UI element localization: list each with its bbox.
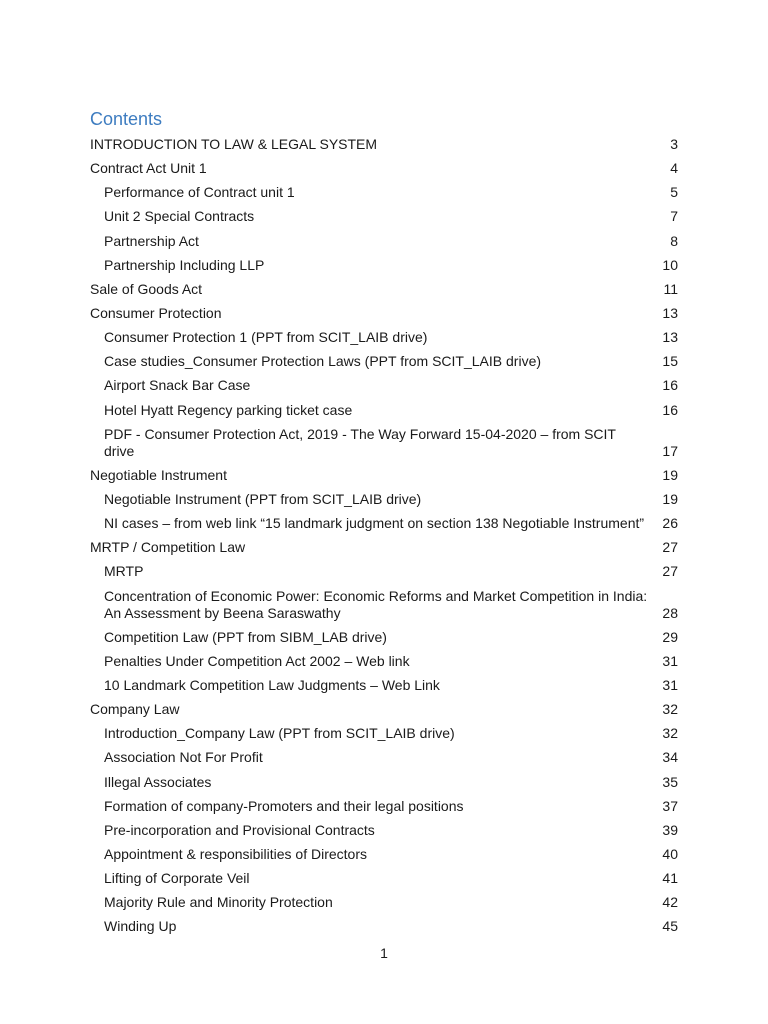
toc-entry-page-number: 37 <box>662 797 678 814</box>
toc-entry[interactable] <box>90 674 678 698</box>
toc-entry[interactable] <box>90 512 678 536</box>
toc-entry[interactable] <box>90 722 678 746</box>
toc-entry-page-number: 39 <box>662 821 678 838</box>
toc-entry[interactable] <box>90 157 678 181</box>
toc-entry-page-number: 32 <box>662 701 678 718</box>
toc-entry-title: Illegal Associates <box>104 773 212 790</box>
toc-entry-title: Winding Up <box>104 918 177 935</box>
toc-entry[interactable] <box>90 585 678 626</box>
toc-entry[interactable] <box>90 819 678 843</box>
toc-entry[interactable] <box>90 350 678 374</box>
toc-entry[interactable] <box>90 915 678 939</box>
toc-entry-page-number: 31 <box>662 652 678 669</box>
toc-entry-page-number: 41 <box>662 870 678 887</box>
toc-entry[interactable] <box>90 254 678 278</box>
toc-entry[interactable] <box>90 302 678 326</box>
toc-entry-title: Concentration of Economic Power: Economic Reforms and Market Competition in India: An Assessment by Beena Saraswathy <box>104 587 648 621</box>
toc-entry-title: 10 Landmark Competition Law Judgments – Web Link <box>104 676 440 693</box>
toc-entry-title: Sale of Goods Act <box>90 280 203 297</box>
toc-entry[interactable] <box>90 795 678 819</box>
toc-entry-title: Partnership Act <box>104 232 199 249</box>
toc-entry[interactable] <box>90 181 678 205</box>
toc-entry-title: Case studies_Consumer Protection Laws (PPT from SCIT_LAIB drive) <box>104 353 542 370</box>
toc-entry-title: Partnership Including LLP <box>104 256 265 273</box>
toc-entry-title: NI cases – from web link “15 landmark judgment on section 138 Negotiable Instrument” <box>104 515 645 532</box>
toc-entry-page-number: 3 <box>670 136 678 152</box>
toc-entry-page-number: 31 <box>662 676 678 693</box>
toc-entry-page-number: 4 <box>670 160 678 177</box>
toc-entry-page-number: 40 <box>662 845 678 862</box>
toc-entry-title: Performance of Contract unit 1 <box>104 184 295 201</box>
toc-entry-title: Unit 2 Special Contracts <box>104 208 255 225</box>
toc-entry-title: Consumer Protection 1 (PPT from SCIT_LAIB drive) <box>104 329 428 346</box>
toc-entry-page-number: 13 <box>662 304 678 321</box>
toc-entry-page-number: 28 <box>662 604 678 621</box>
toc-entry[interactable] <box>90 746 678 770</box>
toc-entry-page-number: 16 <box>662 377 678 394</box>
toc-entry-title: Lifting of Corporate Veil <box>104 870 250 887</box>
toc-entry-title: PDF - Consumer Protection Act, 2019 - The Way Forward 15-04-2020 – from SCIT drive <box>104 425 616 459</box>
toc-entry-page-number: 34 <box>662 749 678 766</box>
toc-entry-title: Hotel Hyatt Regency parking ticket case <box>104 401 353 418</box>
toc-heading: Contents <box>90 109 163 129</box>
toc-entry-page-number: 15 <box>662 353 678 370</box>
toc-entry-page-number: 35 <box>662 773 678 790</box>
toc-entry-title: Formation of company-Promoters and their legal positions <box>104 797 464 814</box>
toc-entry[interactable] <box>90 843 678 867</box>
toc-entry-title: INTRODUCTION TO LAW & LEGAL SYSTEM <box>90 136 378 152</box>
toc-entry-page-number: 19 <box>662 490 678 507</box>
toc-entry-title: Penalties Under Competition Act 2002 – Web link <box>104 652 410 669</box>
toc-entry-page-number: 8 <box>670 232 678 249</box>
toc-entry[interactable] <box>90 560 678 584</box>
toc-entry-title: MRTP <box>104 563 144 580</box>
toc-entry[interactable] <box>90 230 678 254</box>
toc-entry-page-number: 45 <box>662 918 678 935</box>
toc-entry-page-number: 16 <box>662 401 678 418</box>
toc-entry-title: Negotiable Instrument <box>90 466 227 483</box>
toc-entry-page-number: 27 <box>662 563 678 580</box>
toc-entry-title: Association Not For Profit <box>104 749 263 766</box>
toc-entry[interactable] <box>90 399 678 423</box>
toc-entry-page-number: 19 <box>662 466 678 483</box>
toc-entry-title: Competition Law (PPT from SIBM_LAB drive) <box>104 628 387 645</box>
toc-entry[interactable] <box>90 374 678 398</box>
toc-entry[interactable] <box>90 205 678 229</box>
toc-entry[interactable] <box>90 626 678 650</box>
page-number: 1 <box>380 945 388 961</box>
toc-entry[interactable] <box>90 326 678 350</box>
toc-entry[interactable] <box>90 488 678 512</box>
toc-entry-page-number: 5 <box>670 184 678 201</box>
toc-list <box>90 133 678 940</box>
toc-entry-page-number: 42 <box>662 894 678 911</box>
toc-entry[interactable] <box>90 698 678 722</box>
toc-entry-title: Appointment & responsibilities of Directors <box>104 845 368 862</box>
toc-entry-page-number: 32 <box>662 725 678 742</box>
toc-entry[interactable] <box>90 133 678 157</box>
toc-entry-title: Negotiable Instrument (PPT from SCIT_LAIB drive) <box>104 490 422 507</box>
toc-entry-title: Introduction_Company Law (PPT from SCIT_LAIB drive) <box>104 725 455 742</box>
toc-entry-page-number: 29 <box>662 628 678 645</box>
toc-entry-title: Consumer Protection <box>90 304 222 321</box>
toc-entry[interactable] <box>90 423 678 464</box>
toc-entry-title: Airport Snack Bar Case <box>104 377 251 394</box>
toc-entry-page-number: 7 <box>670 208 678 225</box>
toc-entry[interactable] <box>90 771 678 795</box>
toc-entry[interactable] <box>90 536 678 560</box>
toc-entry-page-number: 10 <box>662 256 678 273</box>
toc-entry-page-number: 27 <box>662 539 678 556</box>
toc-entry[interactable] <box>90 650 678 674</box>
toc-entry-page-number: 26 <box>662 515 678 532</box>
toc-entry-page-number: 11 <box>663 280 678 297</box>
toc-entry-title: Company Law <box>90 701 180 718</box>
toc-entry[interactable] <box>90 278 678 302</box>
toc-entry-title: Majority Rule and Minority Protection <box>104 894 333 911</box>
toc-entry-title: Contract Act Unit 1 <box>90 160 207 177</box>
toc-entry-page-number: 13 <box>662 329 678 346</box>
toc-entry-title: Pre-incorporation and Provisional Contracts <box>104 821 375 838</box>
toc-entry-page-number: 17 <box>662 442 678 459</box>
toc-entry-title: MRTP / Competition Law <box>90 539 246 556</box>
toc-entry[interactable] <box>90 867 678 891</box>
toc-entry[interactable] <box>90 464 678 488</box>
toc-entry[interactable] <box>90 891 678 915</box>
